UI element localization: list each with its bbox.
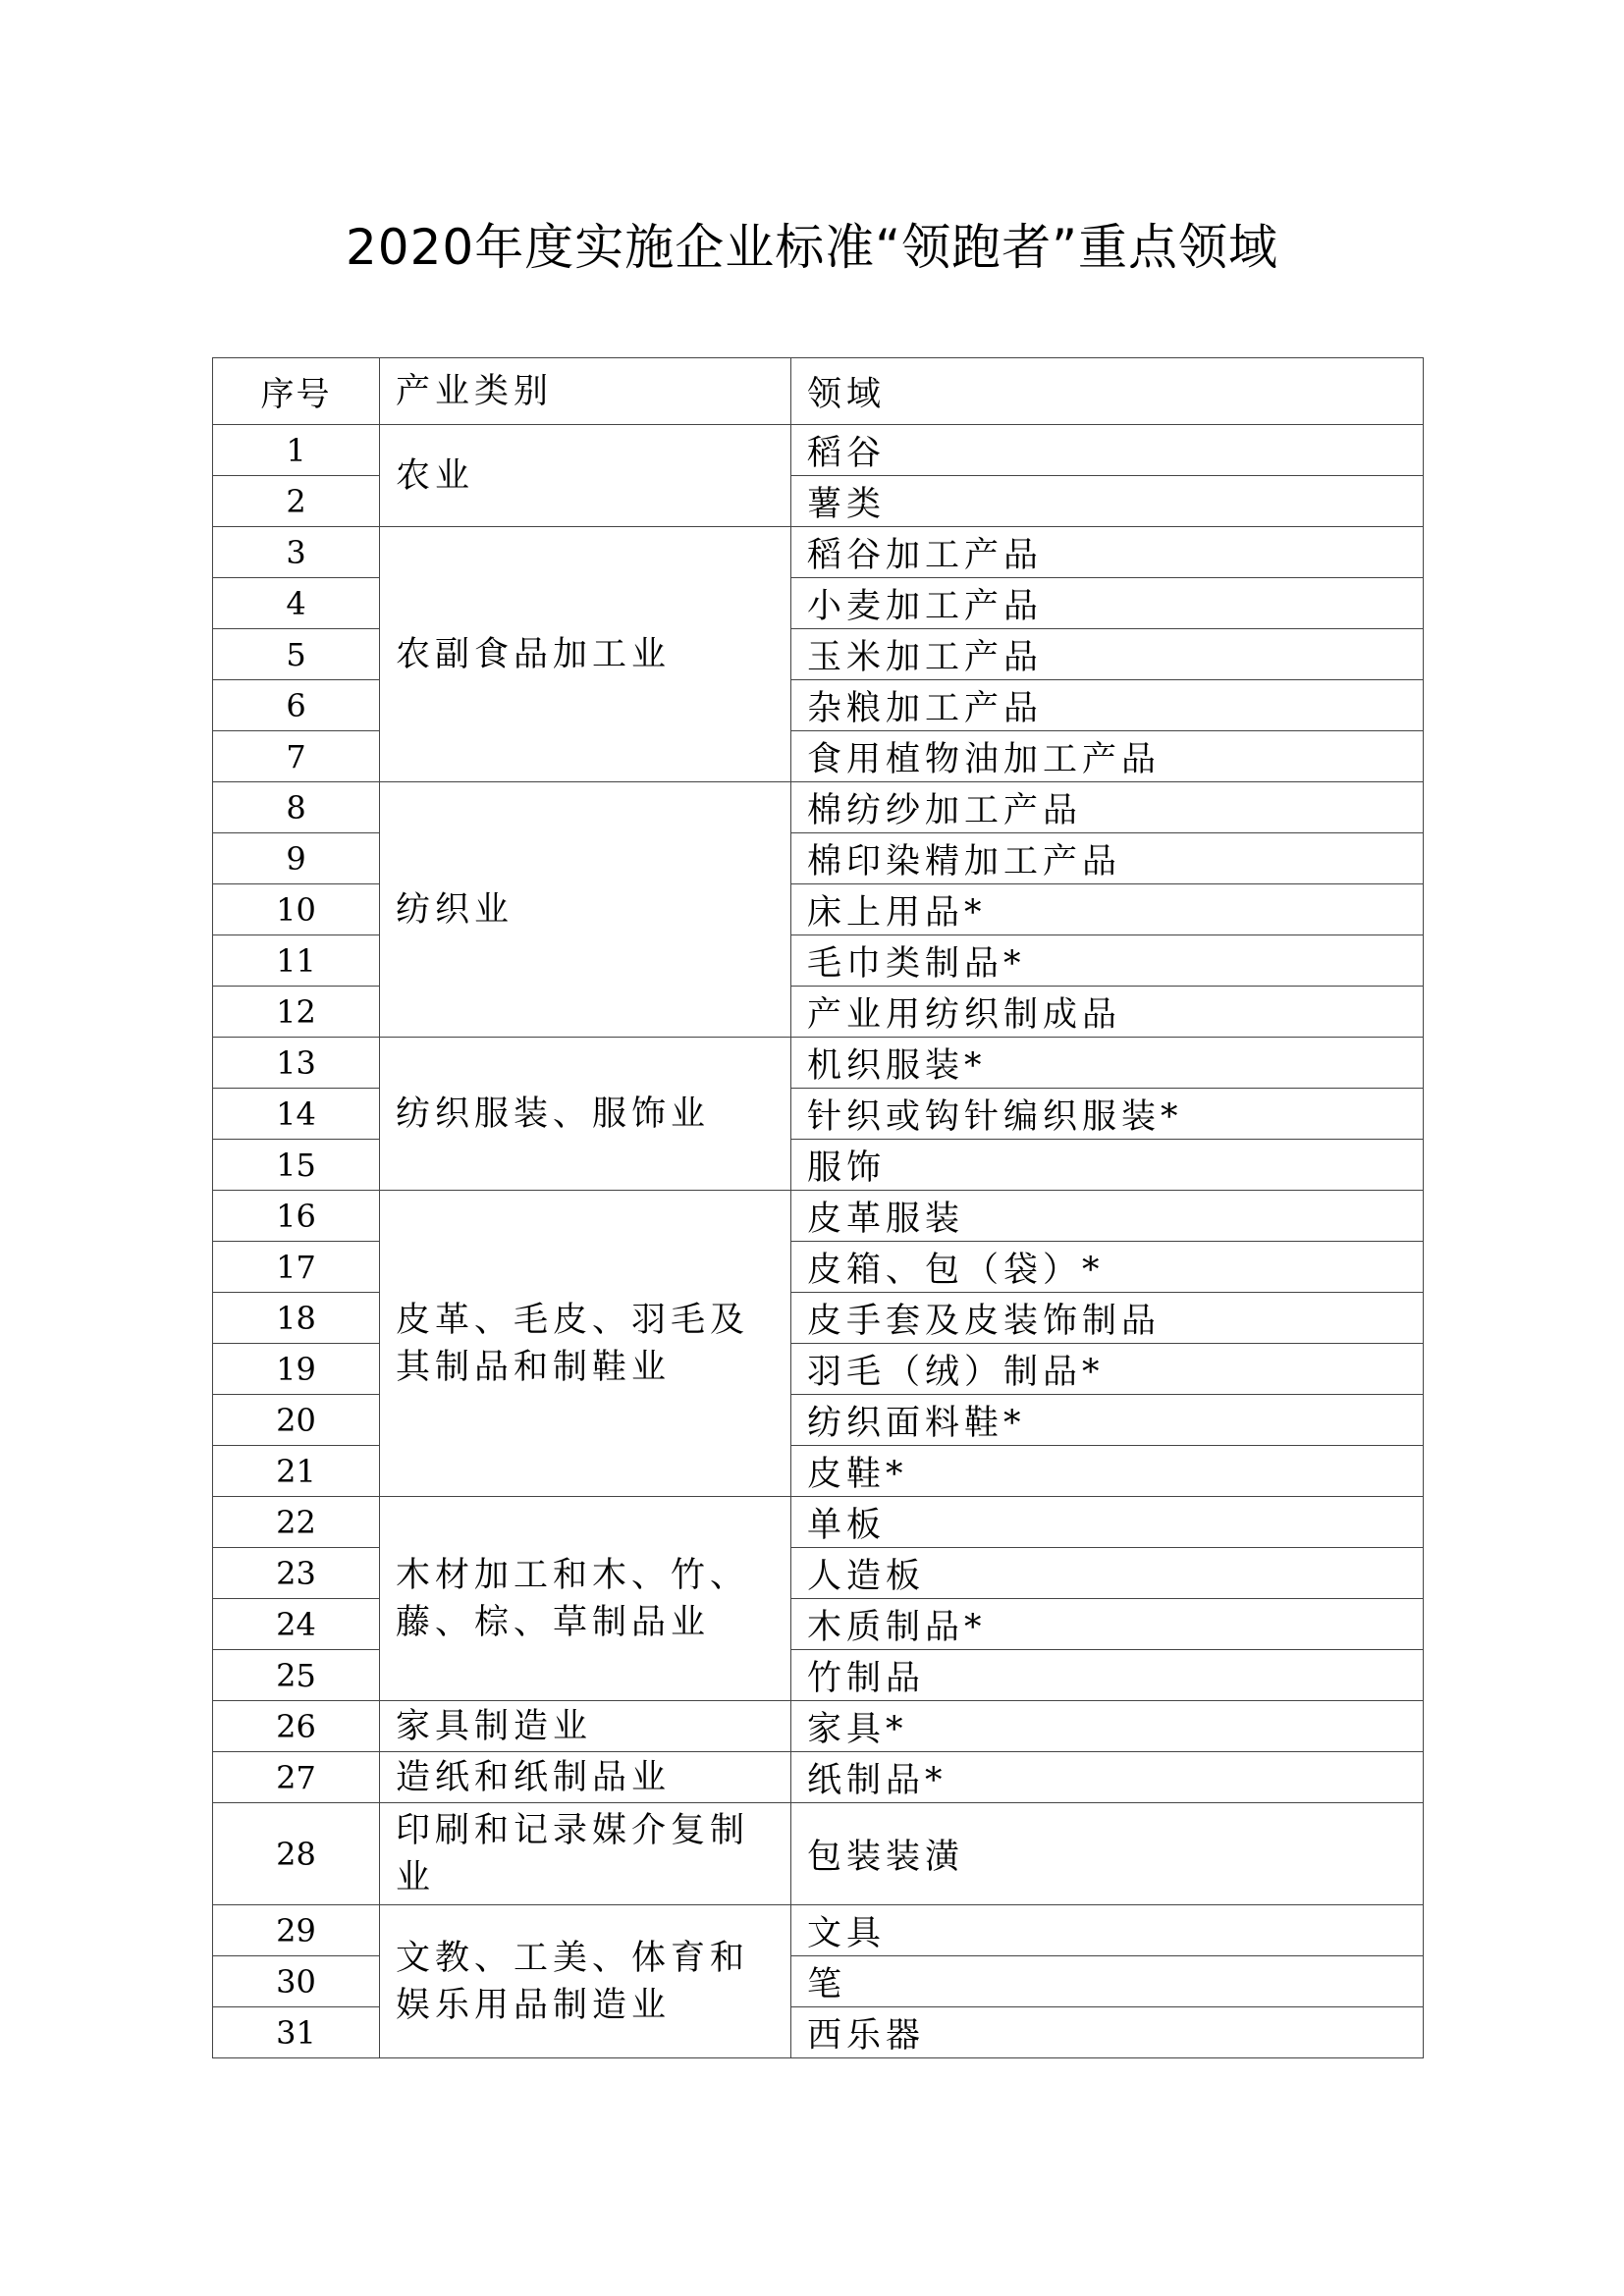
table-row (213, 1803, 1424, 1905)
row-seq: 7 (213, 731, 380, 782)
row-seq: 9 (213, 833, 380, 884)
row-seq: 22 (213, 1497, 380, 1548)
row-seq: 2 (213, 476, 380, 527)
row-domain: 单板 (791, 1497, 1424, 1548)
table-row (213, 1701, 1424, 1752)
row-domain: 杂粮加工产品 (791, 680, 1424, 731)
row-seq: 29 (213, 1905, 380, 1956)
row-domain: 食用植物油加工产品 (791, 731, 1424, 782)
row-domain: 棉纺纱加工产品 (791, 782, 1424, 833)
table-row (213, 1497, 1424, 1548)
row-domain: 纺织面料鞋* (791, 1395, 1424, 1446)
row-category: 皮革、毛皮、羽毛及其制品和制鞋业 (380, 1191, 791, 1497)
row-seq: 3 (213, 527, 380, 578)
row-domain: 笔 (791, 1956, 1424, 2007)
row-seq: 4 (213, 578, 380, 629)
row-seq: 30 (213, 1956, 380, 2007)
row-category: 印刷和记录媒介复制业 (380, 1803, 791, 1905)
row-domain: 稻谷加工产品 (791, 527, 1424, 578)
row-seq: 24 (213, 1599, 380, 1650)
row-seq: 1 (213, 425, 380, 476)
row-domain: 木质制品* (791, 1599, 1424, 1650)
row-seq: 31 (213, 2007, 380, 2058)
table-row (213, 1905, 1424, 1956)
row-seq: 12 (213, 987, 380, 1038)
row-seq: 18 (213, 1293, 380, 1344)
table-row (213, 527, 1424, 578)
row-seq: 23 (213, 1548, 380, 1599)
row-seq: 11 (213, 935, 380, 987)
row-seq: 8 (213, 782, 380, 833)
row-seq: 28 (213, 1803, 380, 1905)
row-domain: 产业用纺织制成品 (791, 987, 1424, 1038)
row-seq: 15 (213, 1140, 380, 1191)
row-domain: 西乐器 (791, 2007, 1424, 2058)
row-domain: 棉印染精加工产品 (791, 833, 1424, 884)
row-domain: 家具* (791, 1701, 1424, 1752)
row-domain: 文具 (791, 1905, 1424, 1956)
row-domain: 皮鞋* (791, 1446, 1424, 1497)
row-seq: 5 (213, 629, 380, 680)
table-row (213, 1752, 1424, 1803)
row-seq: 16 (213, 1191, 380, 1242)
row-seq: 6 (213, 680, 380, 731)
row-domain: 床上用品* (791, 884, 1424, 935)
row-category: 纺织服装、服饰业 (380, 1038, 791, 1191)
row-domain: 皮革服装 (791, 1191, 1424, 1242)
row-domain: 羽毛（绒）制品* (791, 1344, 1424, 1395)
table-row (213, 782, 1424, 833)
row-domain: 玉米加工产品 (791, 629, 1424, 680)
row-domain: 毛巾类制品* (791, 935, 1424, 987)
table-row (213, 1191, 1424, 1242)
row-seq: 27 (213, 1752, 380, 1803)
table-row (213, 425, 1424, 476)
row-category: 农业 (380, 425, 791, 527)
row-domain: 皮箱、包（袋）* (791, 1242, 1424, 1293)
row-domain: 皮手套及皮装饰制品 (791, 1293, 1424, 1344)
row-category: 木材加工和木、竹、藤、棕、草制品业 (380, 1497, 791, 1701)
row-domain: 纸制品* (791, 1752, 1424, 1803)
header-category: 产业类别 (380, 358, 791, 425)
row-seq: 20 (213, 1395, 380, 1446)
row-domain: 包装装潢 (791, 1803, 1424, 1905)
page-title: 2020年度实施企业标准“领跑者”重点领域 (345, 219, 1279, 276)
row-seq: 25 (213, 1650, 380, 1701)
key-fields-table (212, 357, 1424, 2058)
header-domain: 领域 (791, 358, 1424, 425)
row-seq: 17 (213, 1242, 380, 1293)
row-domain: 机织服装* (791, 1038, 1424, 1089)
row-domain: 人造板 (791, 1548, 1424, 1599)
row-category: 文教、工美、体育和娱乐用品制造业 (380, 1905, 791, 2058)
row-category: 家具制造业 (380, 1701, 791, 1752)
row-seq: 19 (213, 1344, 380, 1395)
row-category: 农副食品加工业 (380, 527, 791, 782)
row-seq: 21 (213, 1446, 380, 1497)
header-seq: 序号 (213, 358, 380, 425)
table-header-row (213, 358, 1424, 425)
row-domain: 薯类 (791, 476, 1424, 527)
row-domain: 服饰 (791, 1140, 1424, 1191)
table-row (213, 1038, 1424, 1089)
row-domain: 针织或钩针编织服装* (791, 1089, 1424, 1140)
row-seq: 14 (213, 1089, 380, 1140)
row-seq: 10 (213, 884, 380, 935)
row-domain: 竹制品 (791, 1650, 1424, 1701)
row-category: 造纸和纸制品业 (380, 1752, 791, 1803)
row-domain: 小麦加工产品 (791, 578, 1424, 629)
row-domain: 稻谷 (791, 425, 1424, 476)
row-category: 纺织业 (380, 782, 791, 1038)
row-seq: 26 (213, 1701, 380, 1752)
table-body (213, 425, 1424, 2058)
row-seq: 13 (213, 1038, 380, 1089)
